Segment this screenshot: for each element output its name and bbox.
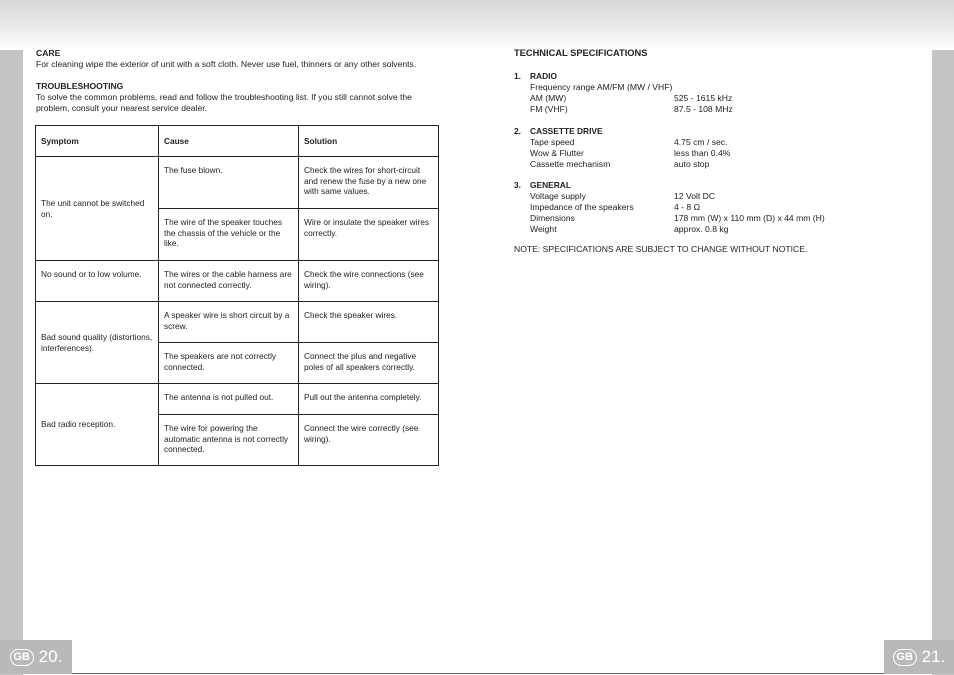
solution-cell: Check the speaker wires. <box>299 302 439 343</box>
section-title: GENERAL <box>530 180 571 190</box>
cause-cell: The wire of the speaker touches the chassis of the vehicle or the like. <box>159 209 299 261</box>
spec-label: Dimensions <box>530 213 575 223</box>
spec-label: AM (MW) <box>530 93 567 103</box>
spec-value: approx. 0.8 kg <box>674 224 729 234</box>
spec-label: Wow & Flutter <box>530 148 584 158</box>
solution-cell: Check the wire connections (see wiring). <box>299 261 439 302</box>
spec-value: 12 Volt DC <box>674 191 716 201</box>
table-row <box>36 302 439 343</box>
symptom-cell: Bad sound quality (distortions, interferences). <box>36 302 159 384</box>
spec-value: 4 - 8 Ω <box>674 202 701 212</box>
solution-cell: Wire or insulate the speaker wires correctly. <box>299 209 439 261</box>
symptom-cell: No sound or to low volume. <box>36 261 159 302</box>
table-header-row <box>36 126 439 157</box>
cause-cell: The wire for powering the automatic antenna is not correctly connected. <box>159 415 299 466</box>
language-badge: GB <box>10 649 34 666</box>
spec-label: Frequency range AM/FM (MW / VHF) <box>530 82 673 92</box>
cause-cell: The speakers are not correctly connected. <box>159 343 299 384</box>
spec-value: 178 mm (W) x 110 mm (D) x 44 mm (H) <box>674 213 825 223</box>
solution-cell: Pull out the antenna completely. <box>299 384 439 415</box>
solution-cell: Check the wires for short-circuit and renew the fuse by a new one with same values. <box>299 157 439 209</box>
cause-cell: A speaker wire is short circuit by a screw. <box>159 302 299 343</box>
troubleshooting-intro: To solve the common problems, read and follow the troubleshooting list. If you still cannot solve the problem, consult your nearest service dealer. <box>36 92 412 113</box>
right-margin-bar <box>932 50 954 675</box>
section-title: CASSETTE DRIVE <box>530 126 603 136</box>
solution-cell: Connect the plus and negative poles of all speakers correctly. <box>299 343 439 384</box>
spec-label: Tape speed <box>530 137 575 147</box>
care-heading: CARE <box>36 48 61 58</box>
section-number: 1. <box>514 71 521 81</box>
troubleshooting-heading: TROUBLESHOOTING <box>36 81 124 91</box>
page-number: 20. <box>38 647 63 666</box>
specs-note: NOTE: SPECIFICATIONS ARE SUBJECT TO CHANGE WITHOUT NOTICE. <box>514 244 808 254</box>
solution-cell: Connect the wire correctly (see wiring). <box>299 415 439 466</box>
troubleshooting-table <box>35 125 439 466</box>
language-badge: GB <box>893 649 917 666</box>
spec-value: auto stop <box>674 159 710 169</box>
table-row <box>36 261 439 302</box>
specs-heading: TECHNICAL SPECIFICATIONS <box>514 48 648 58</box>
footer-rule <box>70 673 884 674</box>
page-number-right <box>884 640 954 674</box>
cause-cell: The wires or the cable harness are not connected correctly. <box>159 261 299 302</box>
spec-label: Impedance of the speakers <box>530 202 634 212</box>
cause-cell: The fuse blown. <box>159 157 299 209</box>
page-number-left <box>0 640 72 674</box>
header-band <box>0 0 954 50</box>
section-number: 3. <box>514 180 521 190</box>
table-row <box>36 157 439 209</box>
spec-value: 4.75 cm / sec. <box>674 137 728 147</box>
header-cause: Cause <box>159 126 299 157</box>
spec-label: Voltage supply <box>530 191 586 201</box>
symptom-cell: Bad radio reception. <box>36 384 159 466</box>
spec-value: 525 - 1615 kHz <box>674 93 733 103</box>
page-number: 21. <box>921 647 946 666</box>
spec-value: less than 0.4% <box>674 148 731 158</box>
symptom-cell: The unit cannot be switched on. <box>36 157 159 261</box>
left-margin-bar <box>0 50 23 675</box>
spec-label: Weight <box>530 224 557 234</box>
section-number: 2. <box>514 126 521 136</box>
spec-label: Cassette mechanism <box>530 159 611 169</box>
cause-cell: The antenna is not pulled out. <box>159 384 299 415</box>
header-symptom: Symptom <box>36 126 159 157</box>
care-text: For cleaning wipe the exterior of unit with a soft cloth. Never use fuel, thinners or any other solvents. <box>36 59 417 69</box>
table-row <box>36 384 439 415</box>
header-solution: Solution <box>299 126 439 157</box>
spec-value: 87.5 - 108 MHz <box>674 104 733 114</box>
section-title: RADIO <box>530 71 557 81</box>
spec-label: FM (VHF) <box>530 104 568 114</box>
